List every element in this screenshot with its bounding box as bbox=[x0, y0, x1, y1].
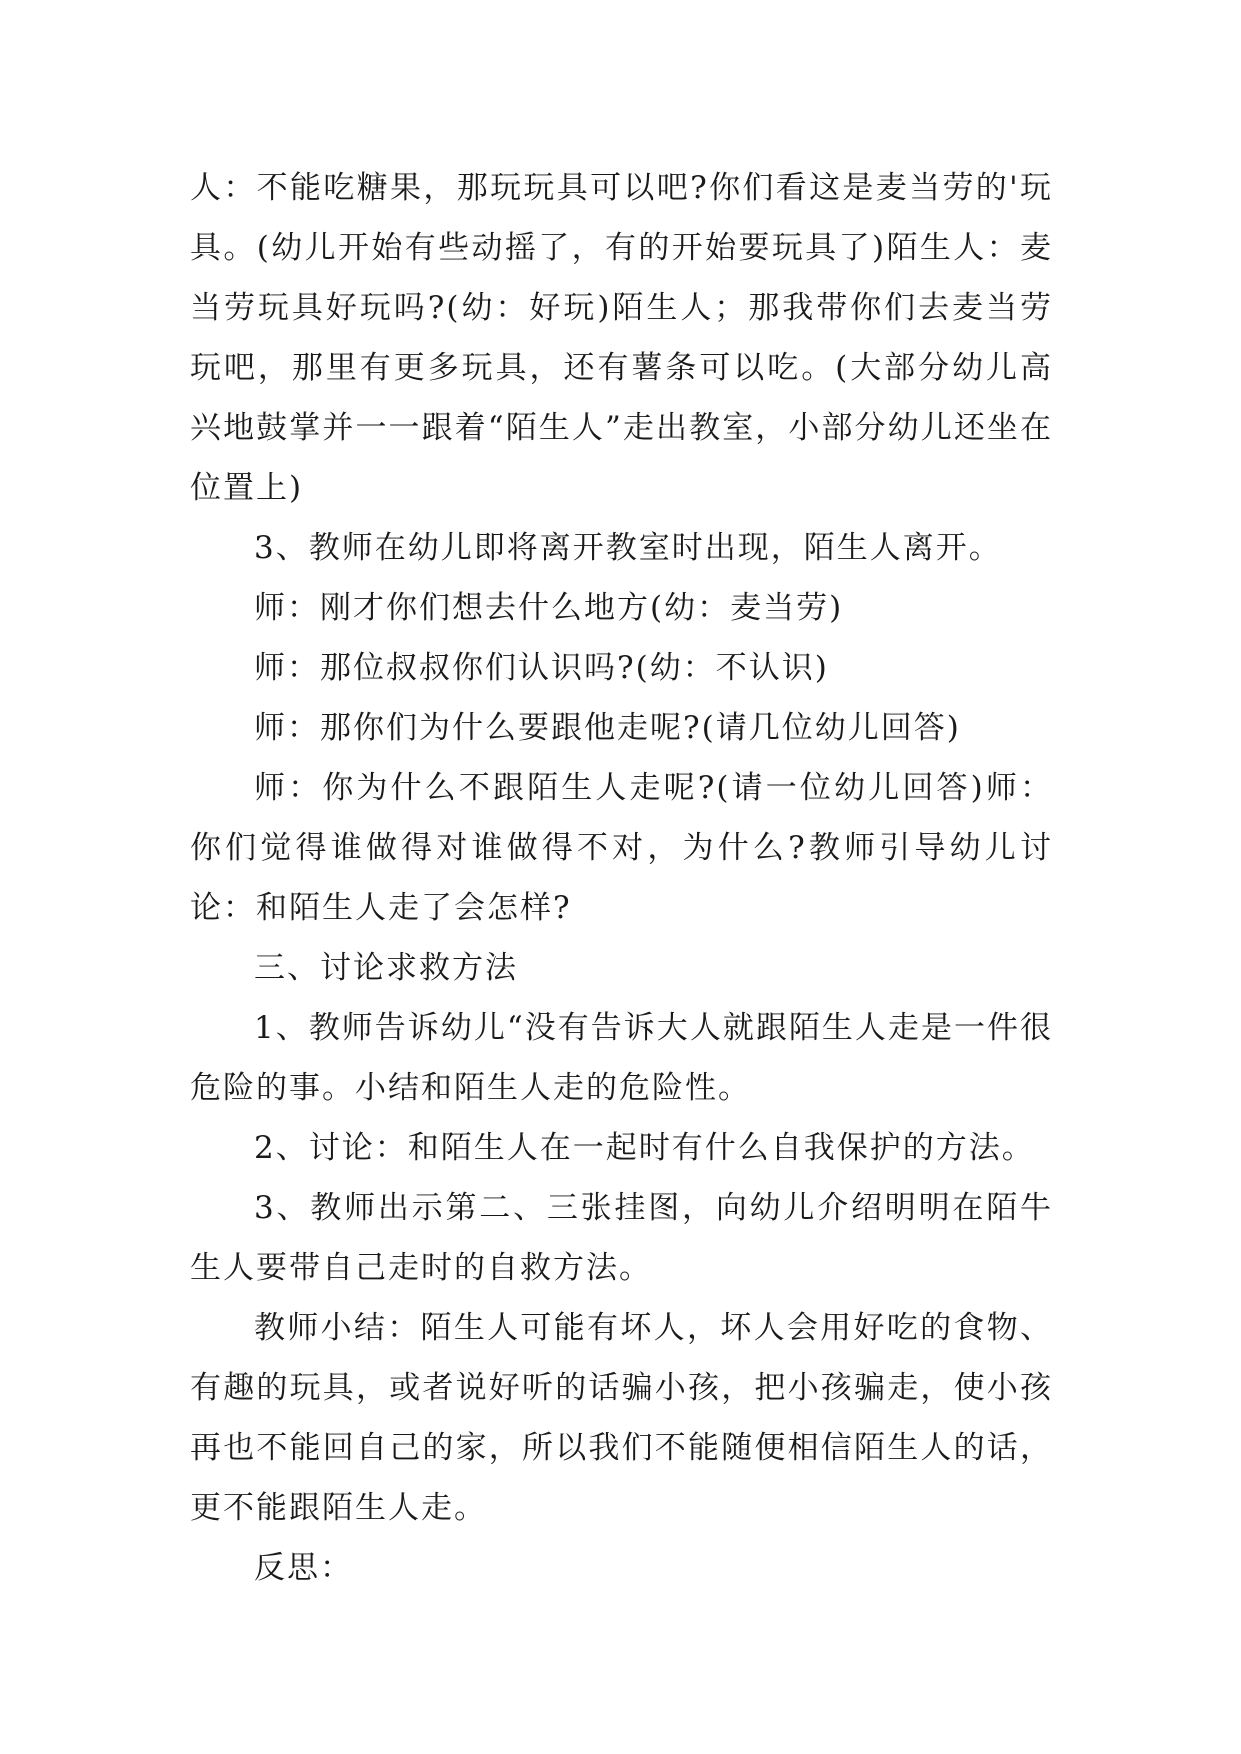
paragraph-dialogue-1: 师：刚才你们想去什么地方(幼：麦当劳) bbox=[254, 590, 844, 626]
paragraph-summary: 教师小结：陌生人可能有坏人，坏人会用好吃的食物、有趣的玩具，或者说好听的话骗小孩，把小孩骗走，使小孩再也不能回自己的家，所以我们不能随便相信陌生人的话，更不能跟陌生人走。 bbox=[190, 1310, 1053, 1526]
paragraph-step-3: 3、教师在幼儿即将离开教室时出现，陌生人离开。 bbox=[254, 530, 1002, 566]
paragraph-item-3: 3、教师出示第二、三张挂图，向幼儿介绍明明在陌牛生人要带自己走时的自救方法。 bbox=[190, 1190, 1053, 1286]
paragraph-dialogue-2: 师：那位叔叔你们认识吗?(幼：不认识) bbox=[254, 650, 829, 686]
paragraph-item-1: 1、教师告诉幼儿“没有告诉大人就跟陌生人走是一件很危险的事。小结和陌生人走的危险性。 bbox=[190, 1010, 1053, 1106]
paragraph-reflection: 反思： bbox=[254, 1550, 353, 1586]
section-heading-3: 三、讨论求救方法 bbox=[254, 950, 518, 986]
document-body bbox=[190, 158, 1053, 1598]
paragraph-continuation: 人：不能吃糖果，那玩玩具可以吧?你们看这是麦当劳的'玩具。(幼儿开始有些动摇了，有的开始要玩具了)陌生人：麦当劳玩具好玩吗?(幼：好玩)陌生人；那我带你们去麦当劳玩吧，那里有更多玩具，还有薯条可以吃。(大部分幼儿高兴地鼓掌并一一跟着“陌生人”走出教室，小部分幼儿还坐在位置上) bbox=[190, 170, 1053, 506]
paragraph-dialogue-4: 师：你为什么不跟陌生人走呢?(请一位幼儿回答)师：你们觉得谁做得对谁做得不对，为什么?教师引导幼儿讨论：和陌生人走了会怎样? bbox=[190, 770, 1053, 926]
paragraph-dialogue-3: 师：那你们为什么要跟他走呢?(请几位幼儿回答) bbox=[254, 710, 961, 746]
paragraph-item-2: 2、讨论：和陌生人在一起时有什么自我保护的方法。 bbox=[254, 1130, 1035, 1166]
